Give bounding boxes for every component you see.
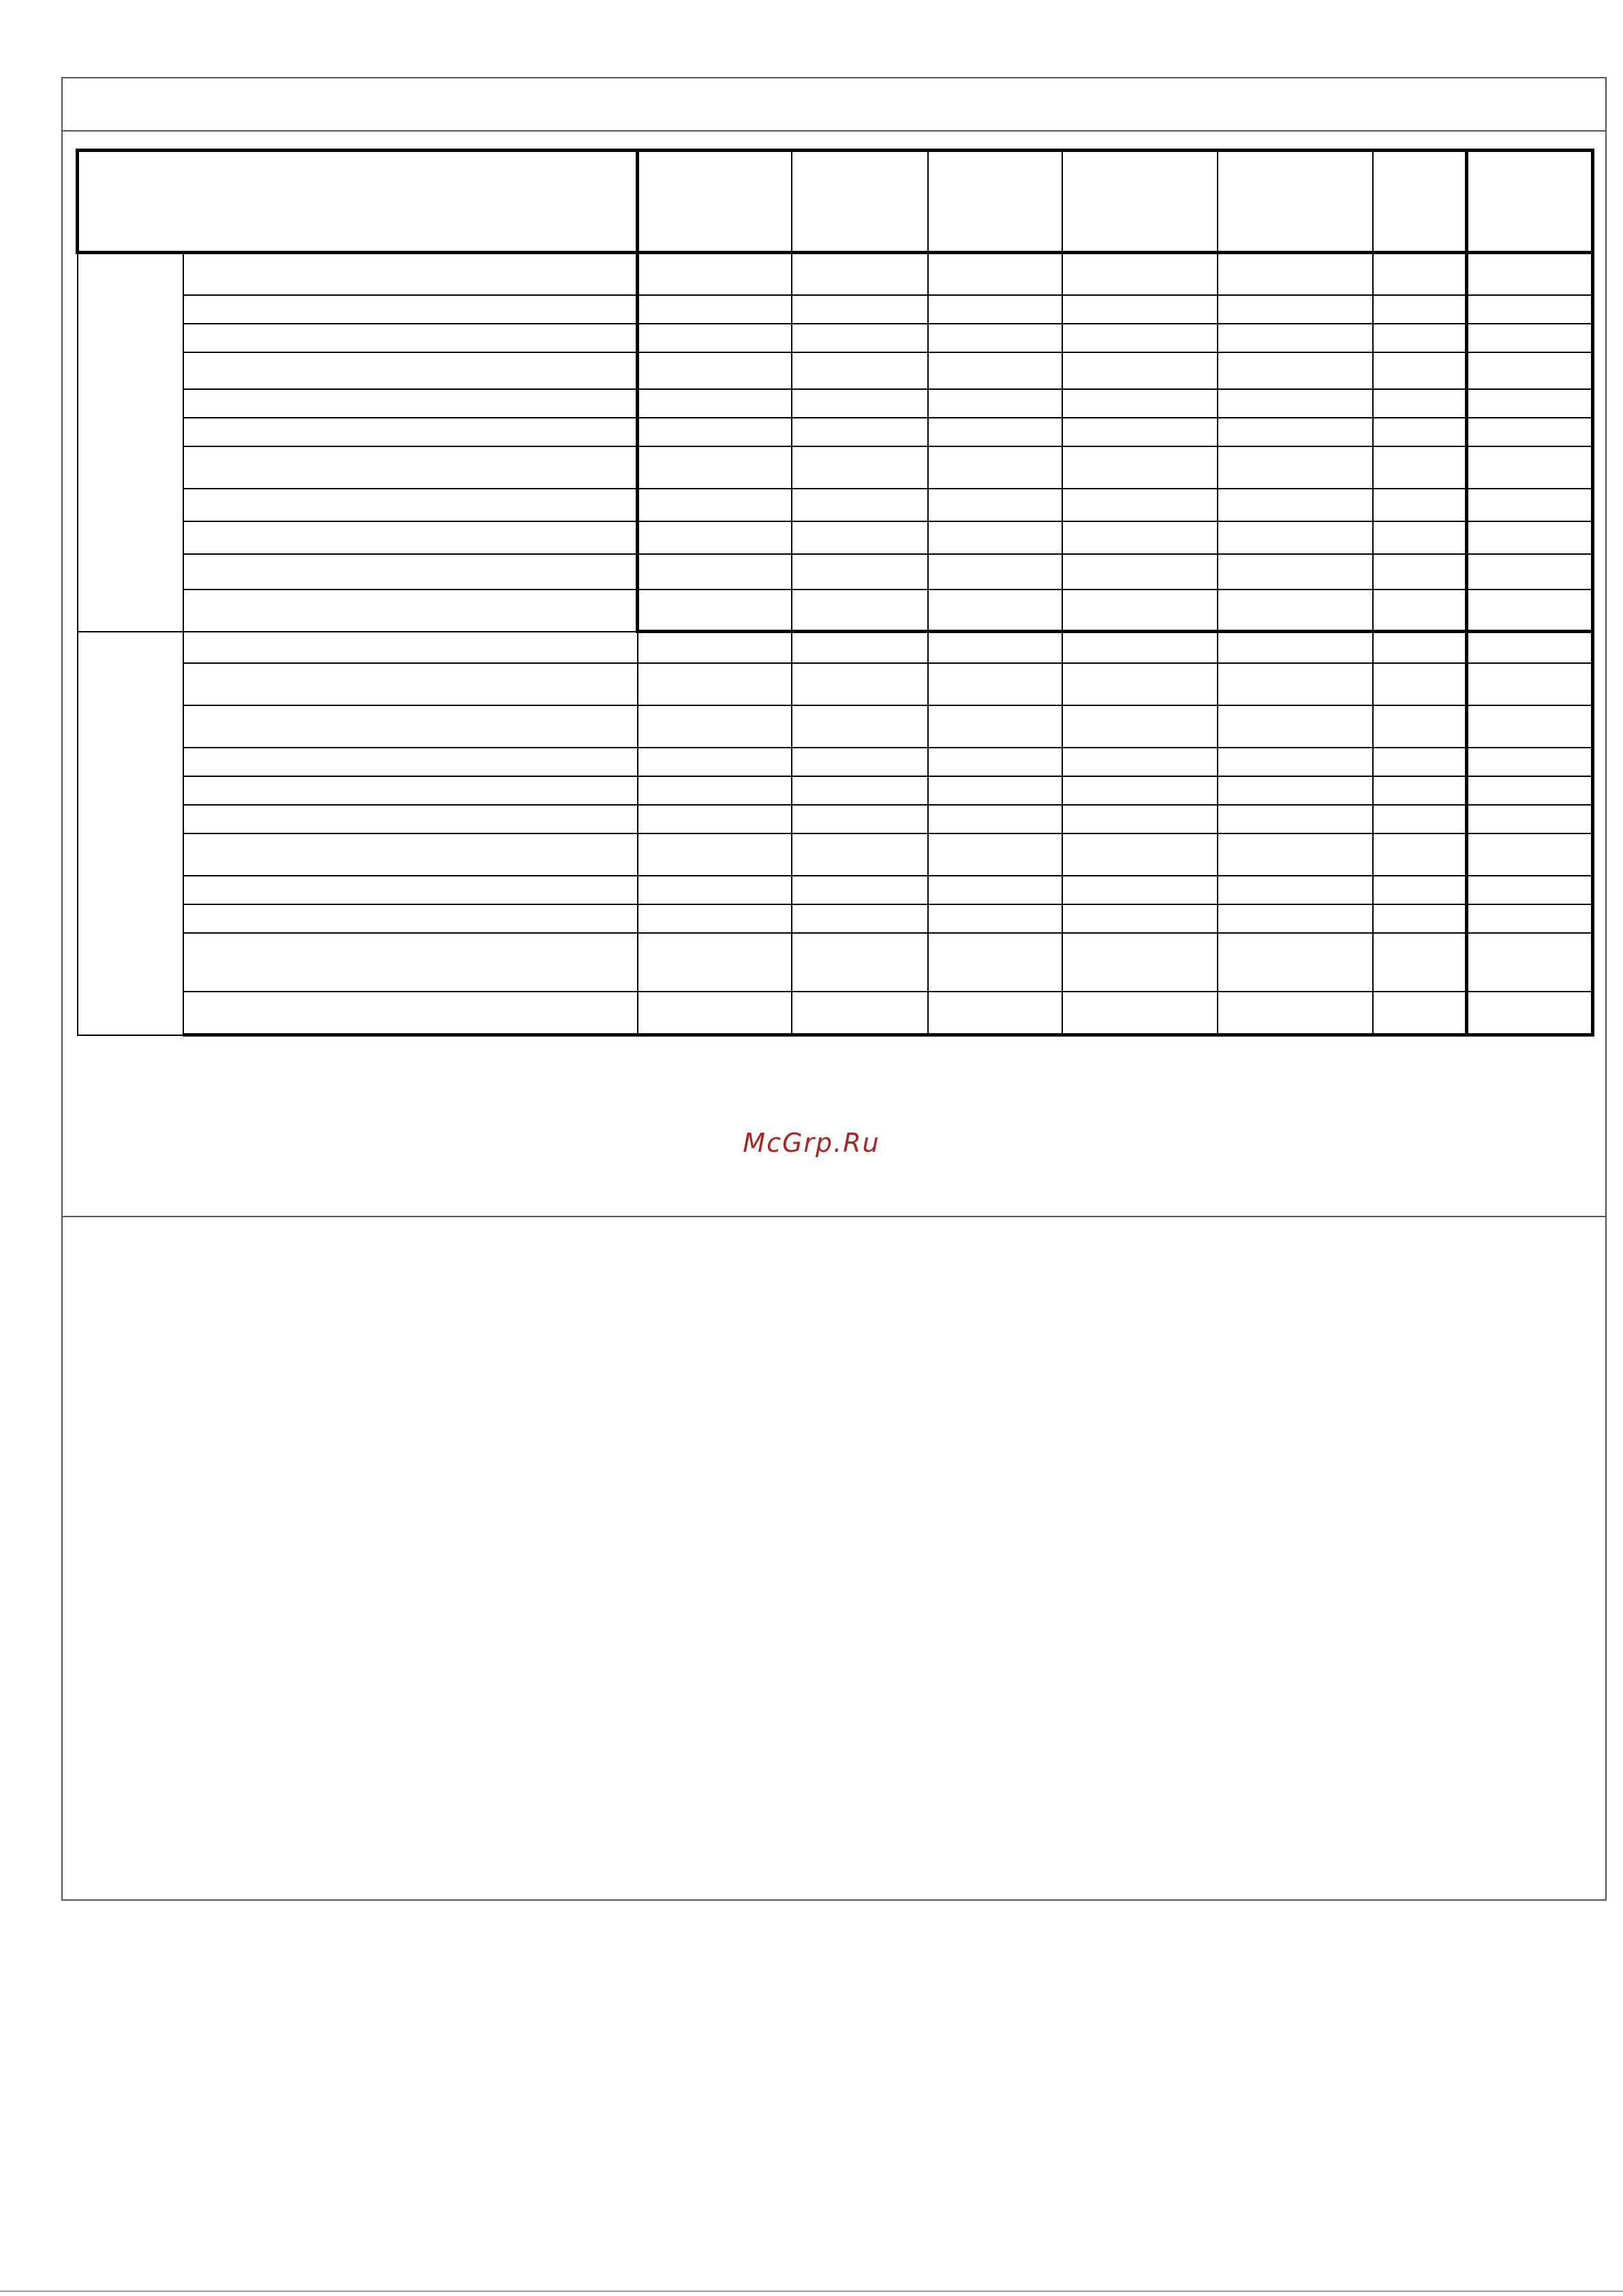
- table-cell: [928, 521, 1062, 554]
- table-cell: [1218, 324, 1373, 352]
- row-label-cell: [183, 489, 638, 521]
- table-cell: [638, 748, 792, 776]
- table-cell: [1062, 253, 1218, 295]
- table-header-row: [78, 151, 1593, 253]
- table-cell: [1373, 904, 1467, 933]
- table-row: [78, 876, 1593, 904]
- table-cell: [792, 805, 928, 833]
- table-cell: [928, 489, 1062, 521]
- table-cell: [792, 253, 928, 295]
- table-cell: [1467, 489, 1593, 521]
- table-cell: [792, 554, 928, 590]
- table-cell: [1218, 933, 1373, 992]
- table-cell: [1062, 554, 1218, 590]
- table-row: [78, 489, 1593, 521]
- row-label-cell: [183, 705, 638, 748]
- table-cell: [1373, 748, 1467, 776]
- section-divider: [63, 1216, 1605, 1217]
- table-cell: [792, 776, 928, 805]
- table-cell: [1467, 521, 1593, 554]
- table-cell: [1373, 253, 1467, 295]
- table-cell: [638, 663, 792, 705]
- table-cell: [928, 446, 1062, 489]
- table-cell: [792, 992, 928, 1035]
- table-cell: [1373, 992, 1467, 1035]
- row-label-cell: [183, 389, 638, 418]
- table-cell: [1467, 418, 1593, 446]
- table-cell: [928, 776, 1062, 805]
- row-label-cell: [183, 632, 638, 663]
- table-cell: [1062, 446, 1218, 489]
- table-cell: [928, 352, 1062, 389]
- table-cell: [1062, 776, 1218, 805]
- table-cell: [1218, 705, 1373, 748]
- table-cell: [1062, 418, 1218, 446]
- table-cell: [1467, 295, 1593, 324]
- table-cell: [1218, 352, 1373, 389]
- row-label-cell: [183, 805, 638, 833]
- table-cell: [928, 833, 1062, 876]
- table-cell: [1467, 446, 1593, 489]
- table-cell: [1467, 805, 1593, 833]
- column-header-3: [928, 151, 1062, 253]
- table-cell: [928, 992, 1062, 1035]
- table-cell: [638, 324, 792, 352]
- table-cell: [1062, 805, 1218, 833]
- row-label-cell: [183, 833, 638, 876]
- table-cell: [638, 805, 792, 833]
- row-label-cell: [183, 904, 638, 933]
- row-label-cell: [183, 521, 638, 554]
- table-cell: [928, 805, 1062, 833]
- column-header-5: [1218, 151, 1373, 253]
- table-row: [78, 904, 1593, 933]
- table-cell: [928, 295, 1062, 324]
- table-cell: [1062, 933, 1218, 992]
- table-cell: [638, 833, 792, 876]
- column-header-6: [1373, 151, 1467, 253]
- table-cell: [1373, 590, 1467, 632]
- table-cell: [638, 632, 792, 663]
- table-cell: [1062, 705, 1218, 748]
- table-row: [78, 776, 1593, 805]
- table-cell: [1467, 876, 1593, 904]
- table-cell: [1218, 389, 1373, 418]
- row-label-cell: [183, 446, 638, 489]
- table-cell: [1373, 446, 1467, 489]
- table-row: [78, 833, 1593, 876]
- row-label-cell: [183, 324, 638, 352]
- table-cell: [1218, 748, 1373, 776]
- table-cell: [638, 554, 792, 590]
- table-cell: [1373, 833, 1467, 876]
- table-cell: [928, 554, 1062, 590]
- table-row: [78, 418, 1593, 446]
- table-cell: [638, 992, 792, 1035]
- table-cell: [1467, 776, 1593, 805]
- table-cell: [792, 389, 928, 418]
- spec-table: [76, 149, 1594, 1037]
- table-cell: [638, 253, 792, 295]
- row-label-cell: [183, 663, 638, 705]
- table-cell: [1218, 418, 1373, 446]
- table-cell: [928, 324, 1062, 352]
- table-row: [78, 705, 1593, 748]
- table-cell: [1218, 632, 1373, 663]
- table-row: [78, 253, 1593, 295]
- table-cell: [1467, 992, 1593, 1035]
- table-cell: [792, 295, 928, 324]
- table-cell: [1062, 904, 1218, 933]
- table-cell: [1062, 663, 1218, 705]
- table-cell: [1062, 295, 1218, 324]
- table-cell: [792, 705, 928, 748]
- table-cell: [928, 705, 1062, 748]
- table-cell: [1062, 590, 1218, 632]
- table-cell: [1218, 876, 1373, 904]
- table-cell: [792, 632, 928, 663]
- row-label-cell: [183, 418, 638, 446]
- table-cell: [1467, 748, 1593, 776]
- table-cell: [792, 418, 928, 446]
- table-cell: [1373, 805, 1467, 833]
- watermark-text: McGrp.Ru: [743, 1128, 880, 1158]
- table-cell: [1373, 776, 1467, 805]
- table-cell: [1467, 632, 1593, 663]
- table-cell: [792, 904, 928, 933]
- column-header-7: [1467, 151, 1593, 253]
- table-cell: [638, 705, 792, 748]
- table-cell: [638, 352, 792, 389]
- table-cell: [1467, 663, 1593, 705]
- table-cell: [1218, 295, 1373, 324]
- table-row: [78, 352, 1593, 389]
- table-cell: [1373, 389, 1467, 418]
- table-cell: [638, 904, 792, 933]
- row-label-cell: [183, 295, 638, 324]
- table-cell: [638, 389, 792, 418]
- table-cell: [928, 663, 1062, 705]
- table-cell: [1373, 705, 1467, 748]
- table-cell: [1218, 489, 1373, 521]
- table-cell: [1373, 554, 1467, 590]
- table-row: [78, 748, 1593, 776]
- table-cell: [1218, 590, 1373, 632]
- table-cell: [638, 418, 792, 446]
- table-cell: [928, 632, 1062, 663]
- table-cell: [1467, 590, 1593, 632]
- table-cell: [1373, 418, 1467, 446]
- column-header-1: [638, 151, 792, 253]
- table-cell: [1373, 489, 1467, 521]
- table-cell: [638, 876, 792, 904]
- table-cell: [1062, 632, 1218, 663]
- table-cell: [1218, 253, 1373, 295]
- table-cell: [638, 521, 792, 554]
- table-cell: [1467, 833, 1593, 876]
- column-header-4: [1062, 151, 1218, 253]
- table-cell: [1062, 324, 1218, 352]
- table-row: [78, 324, 1593, 352]
- table-cell: [928, 933, 1062, 992]
- group-label-cell: [78, 253, 183, 632]
- table-cell: [1218, 776, 1373, 805]
- row-label-cell: [183, 748, 638, 776]
- row-label-cell: [183, 876, 638, 904]
- table-cell: [638, 295, 792, 324]
- page-bottom-edge: [0, 2291, 1623, 2292]
- table-cell: [1467, 904, 1593, 933]
- table-cell: [1467, 389, 1593, 418]
- table-cell: [638, 590, 792, 632]
- table-cell: [1062, 876, 1218, 904]
- row-label-cell: [183, 776, 638, 805]
- table-cell: [1218, 805, 1373, 833]
- table-cell: [1373, 295, 1467, 324]
- table-cell: [928, 748, 1062, 776]
- table-row: [78, 389, 1593, 418]
- header-band: [63, 78, 1605, 132]
- table-cell: [1467, 705, 1593, 748]
- row-label-cell: [183, 992, 638, 1035]
- table-row: [78, 590, 1593, 632]
- row-label-cell: [183, 253, 638, 295]
- table-row: [78, 521, 1593, 554]
- table-cell: [792, 590, 928, 632]
- table-cell: [1373, 933, 1467, 992]
- table-row: [78, 554, 1593, 590]
- table-row: [78, 805, 1593, 833]
- table-cell: [928, 590, 1062, 632]
- row-label-cell: [183, 352, 638, 389]
- table-row: [78, 663, 1593, 705]
- table-cell: [1062, 521, 1218, 554]
- table-cell: [928, 389, 1062, 418]
- table-cell: [638, 933, 792, 992]
- table-cell: [638, 776, 792, 805]
- table-cell: [1218, 446, 1373, 489]
- table-cell: [928, 904, 1062, 933]
- row-label-cell: [183, 933, 638, 992]
- table-cell: [792, 663, 928, 705]
- header-label-cell: [78, 151, 638, 253]
- table-cell: [1373, 876, 1467, 904]
- table-cell: [1062, 389, 1218, 418]
- table-cell: [1373, 663, 1467, 705]
- table-cell: [928, 253, 1062, 295]
- table-cell: [638, 489, 792, 521]
- table-cell: [792, 352, 928, 389]
- table-cell: [1373, 521, 1467, 554]
- table-cell: [1218, 663, 1373, 705]
- table-cell: [928, 418, 1062, 446]
- table-cell: [1467, 253, 1593, 295]
- table-cell: [792, 748, 928, 776]
- table-cell: [1218, 904, 1373, 933]
- table-cell: [1218, 833, 1373, 876]
- table-cell: [1218, 992, 1373, 1035]
- table-cell: [1467, 324, 1593, 352]
- table-cell: [638, 446, 792, 489]
- table-cell: [1062, 489, 1218, 521]
- table-cell: [1218, 554, 1373, 590]
- table-cell: [792, 446, 928, 489]
- table-cell: [792, 324, 928, 352]
- row-label-cell: [183, 554, 638, 590]
- table-cell: [1467, 933, 1593, 992]
- table-cell: [1218, 521, 1373, 554]
- table-cell: [1062, 352, 1218, 389]
- table-cell: [792, 833, 928, 876]
- table-row: [78, 992, 1593, 1035]
- table-row: [78, 295, 1593, 324]
- column-header-2: [792, 151, 928, 253]
- table-row: [78, 632, 1593, 663]
- table-cell: [1062, 833, 1218, 876]
- table-cell: [1373, 632, 1467, 663]
- table-cell: [792, 489, 928, 521]
- table-cell: [1467, 554, 1593, 590]
- table-cell: [792, 876, 928, 904]
- table-cell: [928, 876, 1062, 904]
- table-cell: [1373, 324, 1467, 352]
- table-cell: [792, 521, 928, 554]
- table-cell: [1062, 748, 1218, 776]
- table-cell: [1467, 352, 1593, 389]
- table-row: [78, 446, 1593, 489]
- table-cell: [1062, 992, 1218, 1035]
- table-cell: [792, 933, 928, 992]
- table-cell: [1373, 352, 1467, 389]
- group-label-cell: [78, 632, 183, 1035]
- table-row: [78, 933, 1593, 992]
- row-label-cell: [183, 590, 638, 632]
